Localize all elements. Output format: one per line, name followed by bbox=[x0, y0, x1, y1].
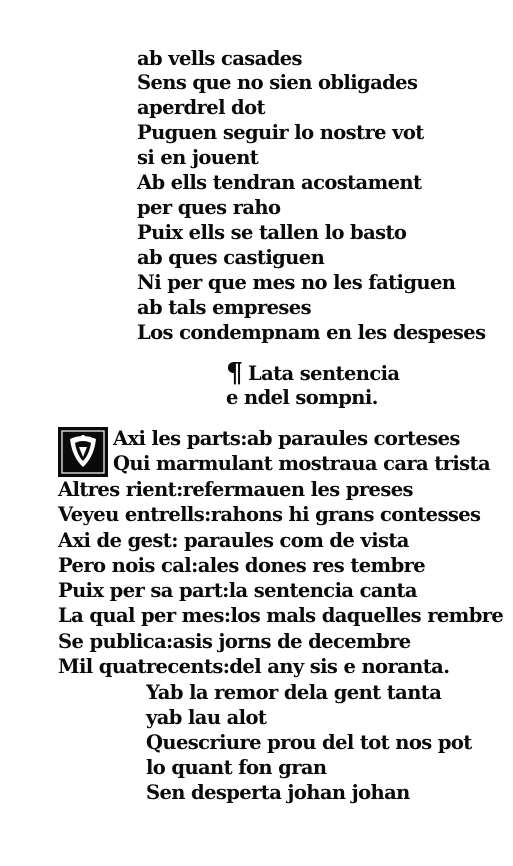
heading-line-1: Lata sentencia bbox=[248, 362, 400, 385]
verse-line: La qual per mes:los mals daquelles rembre bbox=[58, 604, 504, 627]
verse-line: Ab ells tendran acostament bbox=[137, 171, 422, 194]
verse-line: Altres rient:refermauen les preses bbox=[58, 478, 413, 501]
verse-line: Veyeu entrells:rahons hi grans contesses bbox=[58, 503, 481, 526]
verse-line: Axi de gest: paraules com de vista bbox=[58, 529, 409, 552]
verse-line: Puix ells se tallen lo basto bbox=[137, 221, 407, 244]
verse-line: Ni per que mes no les fatiguen bbox=[137, 271, 456, 294]
pilcrow-rubric: ¶ bbox=[226, 358, 244, 389]
verse-line: Puguen seguir lo nostre vot bbox=[137, 121, 424, 144]
verse-line: Mil quatrecents:del any sis e noranta. bbox=[58, 655, 450, 678]
verse-line: Axi les parts:ab paraules corteses bbox=[113, 427, 460, 450]
verse-line: Sen desperta johan johan bbox=[146, 781, 410, 804]
verse-line: ab tals empreses bbox=[137, 296, 311, 319]
verse-line: si en jouent bbox=[137, 146, 259, 169]
verse-line: ab ques castiguen bbox=[137, 246, 325, 269]
verse-line: ab vells casades bbox=[137, 47, 302, 70]
verse-line: lo quant fon gran bbox=[146, 756, 327, 779]
verse-line: Quescriure prou del tot nos pot bbox=[146, 731, 472, 754]
verse-line: Sens que no sien obligades bbox=[137, 71, 418, 94]
verse-line: Pero nois cal:ales dones res tembre bbox=[58, 554, 426, 577]
decorated-initial-icon bbox=[58, 427, 108, 477]
verse-line: per ques raho bbox=[137, 196, 281, 219]
verse-line: yab lau alot bbox=[146, 706, 267, 729]
verse-line: Yab la remor dela gent tanta bbox=[146, 681, 442, 704]
verse-line: Qui marmulant mostraua cara trista bbox=[113, 452, 490, 475]
verse-line: Se publica:asis jorns de decembre bbox=[58, 630, 411, 653]
verse-line: aperdrel dot bbox=[137, 96, 265, 119]
verse-line: Los condempnam en les despeses bbox=[137, 321, 486, 344]
verse-line: Puix per sa part:la sentencia canta bbox=[58, 579, 417, 602]
heading-line-2: e ndel sompni. bbox=[226, 386, 378, 409]
